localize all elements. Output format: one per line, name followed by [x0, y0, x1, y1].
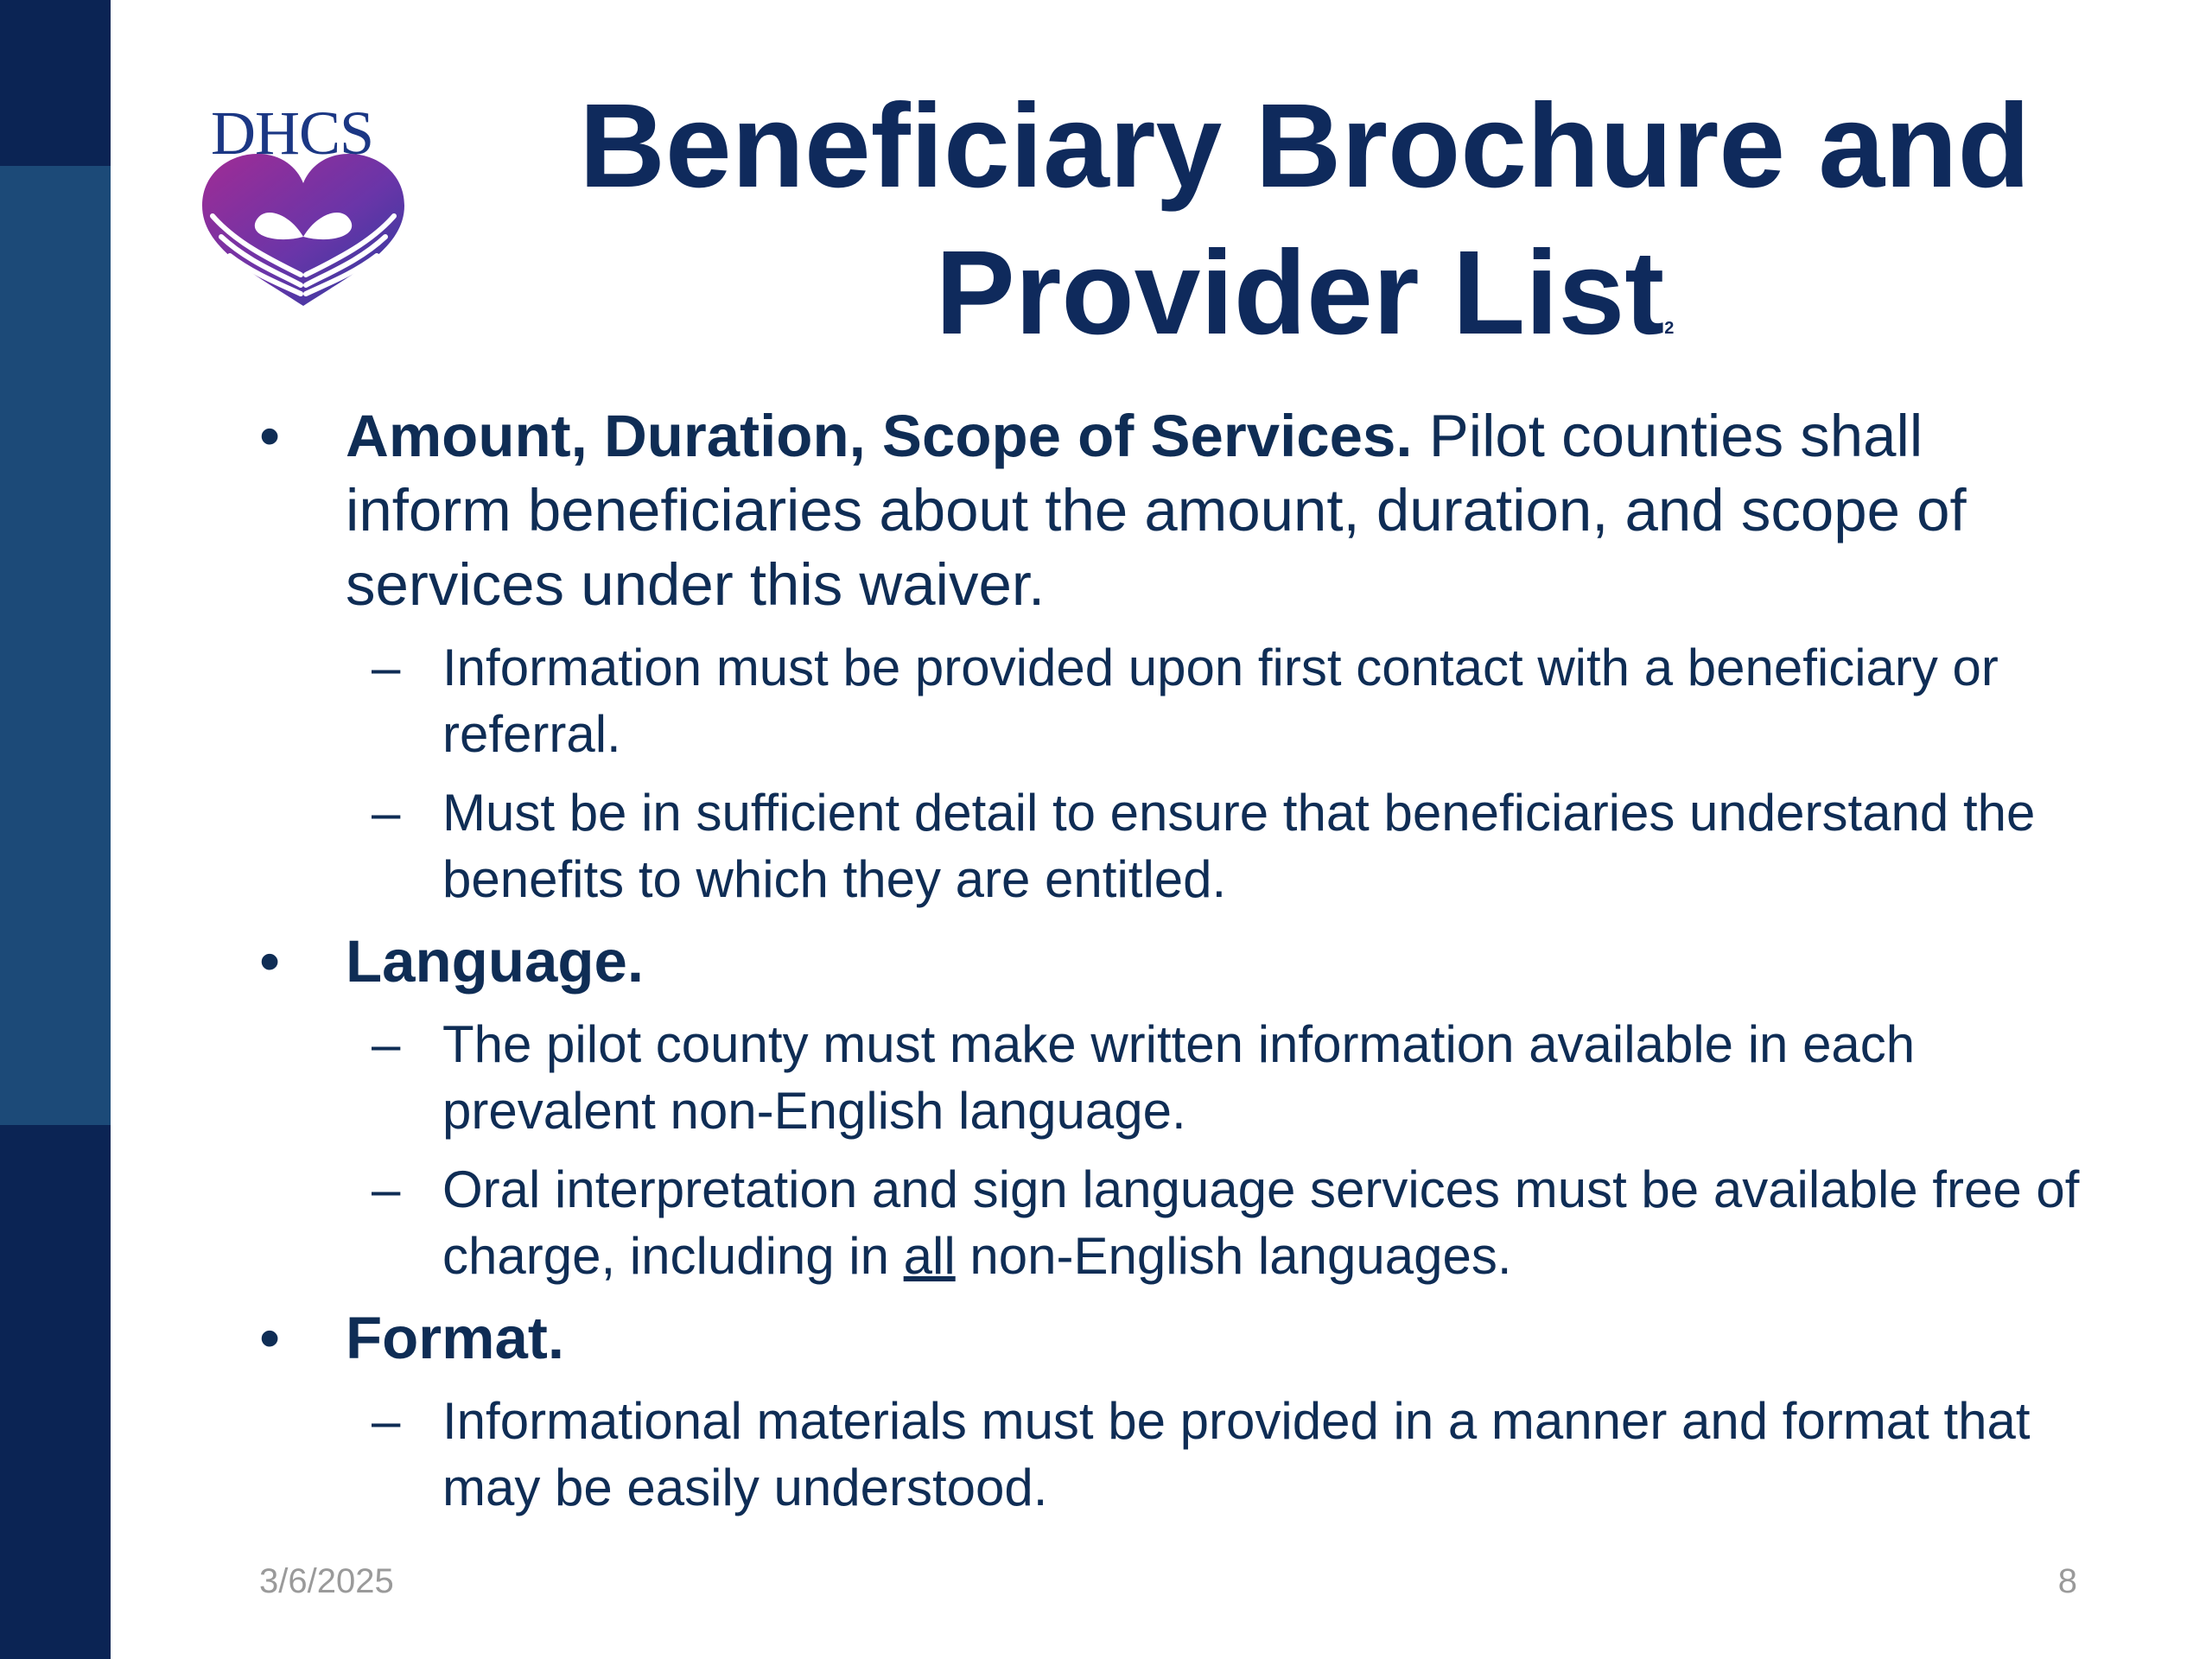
- bullet-marker: •: [259, 403, 281, 469]
- dash-marker: –: [372, 1160, 401, 1218]
- sub-bullet: [256, 779, 2088, 912]
- bullet-heading: Language.: [346, 928, 645, 995]
- dash-marker: –: [372, 1392, 401, 1450]
- sidebar-band-accent: [0, 166, 111, 1125]
- dash-marker: –: [372, 1015, 401, 1073]
- bullet-marker: •: [259, 928, 281, 995]
- title-superscript: 2: [1664, 319, 1675, 338]
- sub-bullet: [256, 634, 2088, 767]
- bullet-text: Pilot counties shall inform beneficiaries about the amount, duration, and scope of services under this waiver.: [346, 403, 1967, 618]
- slide-body: [256, 399, 2088, 1533]
- bullet-marker: •: [259, 1305, 281, 1371]
- footer-date: 3/6/2025: [259, 1562, 394, 1600]
- dash-marker: –: [372, 784, 401, 842]
- title-line-1: Beneficiary Brochure and: [579, 79, 2031, 213]
- sub-bullet-text-before: Oral interpretation and sign language services must be available free of charge, including in: [442, 1160, 2080, 1285]
- sub-bullet-text: Informational materials must be provided in a manner and format that may be easily understood.: [442, 1392, 2031, 1516]
- sub-bullet: [256, 1156, 2088, 1289]
- bullet-format: [256, 1301, 2088, 1376]
- bullet-heading: Amount, Duration, Scope of Services.: [346, 403, 1413, 469]
- bullet-amount-duration-scope: [256, 399, 2088, 622]
- logo-text: DHCS: [211, 99, 374, 168]
- title-line-2: Provider List: [935, 226, 1665, 359]
- bullet-heading: Format.: [346, 1305, 565, 1371]
- bullet-language: [256, 925, 2088, 999]
- sub-bullet-text: Information must be provided upon first contact with a beneficiary or referral.: [442, 639, 1999, 763]
- sub-bullet-text: Must be in sufficient detail to ensure that beneficiaries understand the benefits to which they are entitled.: [442, 784, 2036, 908]
- page-number: 8: [2057, 1562, 2077, 1600]
- underlined-word: all: [903, 1227, 956, 1285]
- heart-hands-logo-icon: [195, 154, 411, 306]
- sub-bullet: [256, 1388, 2088, 1521]
- slide-title: [449, 73, 2160, 402]
- dash-marker: –: [372, 639, 401, 696]
- dhcs-logo: [195, 99, 420, 306]
- sub-bullet-text-after: non-English languages.: [955, 1227, 1512, 1285]
- sub-bullet-text: The pilot county must make written information available in each prevalent non-English language.: [442, 1015, 1916, 1140]
- sub-bullet: [256, 1011, 2088, 1144]
